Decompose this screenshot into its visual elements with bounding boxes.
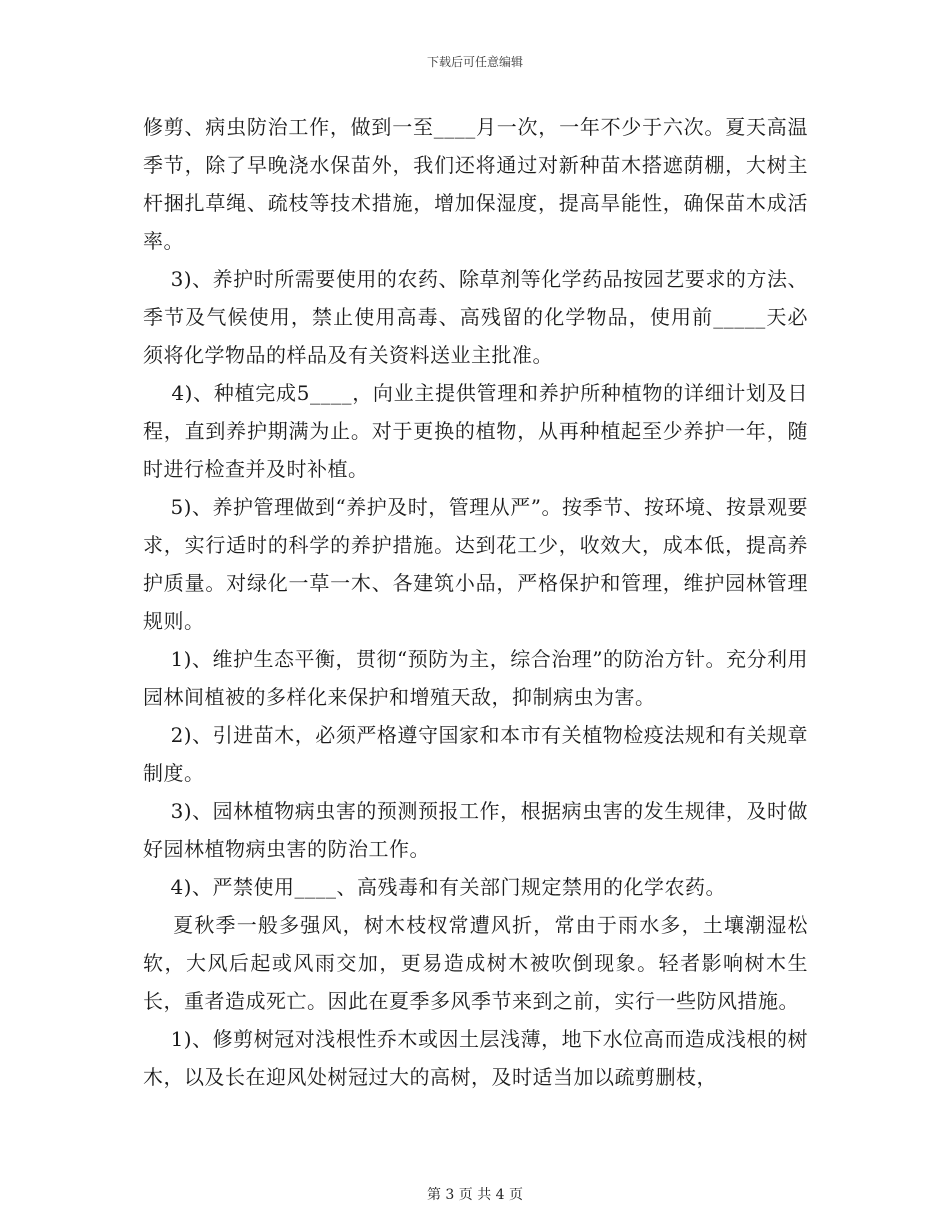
document-body bbox=[143, 108, 808, 1096]
paragraph: 修剪、病虫防治工作，做到一至____月一次，一年不少于六次。夏天高温季节，除了早晚浇水保苗外，我们还将通过对新种苗木搭遮荫棚，大树主杆捆扎草绳、疏枝等技术措施，增加保湿度，提高旱能性，确保苗木成活率。 bbox=[143, 115, 808, 253]
paragraph: 4)、种植完成5____，向业主提供管理和养护所种植物的详细计划及日程，直到养护期满为止。对于更换的植物，从再种植起至少养护一年，随时进行检查并及时补植。 bbox=[143, 381, 808, 481]
page-number: 第 3 页 共 4 页 bbox=[426, 1187, 524, 1203]
paragraph: 3)、养护时所需要使用的农药、除草剂等化学药品按园艺要求的方法、季节及气候使用，禁止使用高毒、高残留的化学物品，使用前_____天必须将化学物品的样品及有关资料送业主批准。 bbox=[143, 267, 808, 367]
paragraph: 2)、引进苗木，必须严格遵守国家和本市有关植物检疫法规和有关规章制度。 bbox=[143, 723, 808, 785]
page-header: 下载后可任意编辑 bbox=[426, 55, 523, 69]
paragraph: 4)、严禁使用____、高残毒和有关部门规定禁用的化学农药。 bbox=[143, 875, 726, 899]
paragraph: 夏秋季一般多强风，树木枝杈常遭风折，常由于雨水多，土壤潮湿松软，大风后起或风雨交加，更易造成树木被吹倒现象。轻者影响树木生长，重者造成死亡。因此在夏季多风季节来到之前，实行一些防风措施。 bbox=[143, 913, 808, 1013]
paragraph: 1)、维护生态平衡，贯彻“预防为主，综合治理”的防治方针。充分利用园林间植被的多样化来保护和增殖天敌，抑制病虫为害。 bbox=[143, 647, 808, 709]
paragraph: 3)、园林植物病虫害的预测预报工作，根据病虫害的发生规律，及时做好园林植物病虫害的防治工作。 bbox=[143, 799, 808, 861]
paragraph: 5)、养护管理做到“养护及时，管理从严”。按季节、按环境、按景观要求，实行适时的科学的养护措施。达到花工少，收效大，成本低，提高养护质量。对绿化一草一木、各建筑小品，严格保护和管理，维护园林管理规则。 bbox=[143, 495, 808, 633]
paragraph: 1)、修剪树冠对浅根性乔木或因土层浅薄，地下水位高而造成浅根的树木，以及长在迎风处树冠过大的高树，及时适当加以疏剪删枝， bbox=[143, 1027, 808, 1089]
